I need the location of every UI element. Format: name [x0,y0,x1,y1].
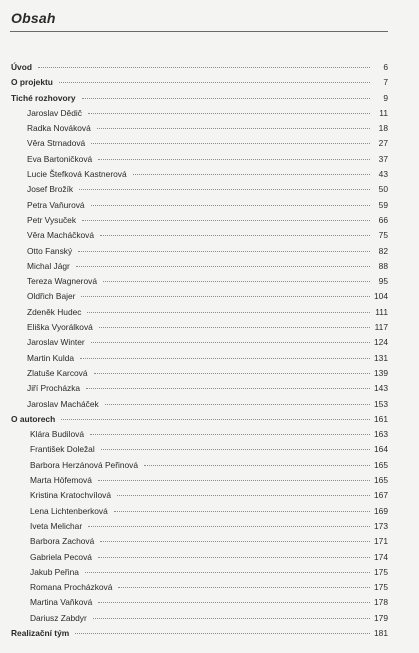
toc-entry-title: Klára Budilová [30,429,85,440]
toc-entry [11,289,388,304]
dot-leader [103,281,370,282]
toc-entry [11,198,388,213]
toc-entry-title: Martin Kulda [27,352,75,363]
dot-leader [133,174,370,175]
toc-entry-page-number: 173 [374,520,388,531]
dot-leader [82,98,370,99]
toc-entry [11,488,388,503]
dot-leader [82,220,370,221]
toc-entry-page-number: 175 [374,566,388,577]
toc-entry [11,565,388,580]
toc-entry [11,397,388,412]
toc-entry [11,366,388,381]
toc-entry [11,626,388,641]
toc-entry-title: O autorech [11,413,56,424]
heading-divider [10,31,388,32]
toc-entry-page-number: 27 [378,138,388,149]
toc-entry [11,580,388,595]
toc-entry-title: Barbora Herzánová Peřinová [30,459,139,470]
toc-entry [11,60,388,75]
toc-entry-title: Tereza Wagnerová [27,276,97,287]
toc-entry [11,550,388,565]
dot-leader [38,67,370,68]
toc-entry [11,136,388,151]
toc-entry-title: Lucie Štefková Kastnerová [27,169,127,180]
dot-leader [61,419,370,420]
toc-entry-page-number: 171 [374,536,388,547]
toc-entry-title: Eva Bartoničková [27,153,93,164]
dot-leader [78,251,370,252]
toc-entry [11,595,388,610]
toc-entry [11,106,388,121]
toc-entry-page-number: 43 [378,169,388,180]
toc-entry-title: Úvod [11,62,32,72]
toc-entry [11,458,388,473]
toc-entry-page-number: 131 [374,352,388,363]
toc-entry [11,351,388,366]
toc-entry [11,244,388,259]
toc-entry [11,274,388,289]
toc-entry [11,519,388,534]
dot-leader [81,296,370,297]
dot-leader [98,602,370,603]
dot-leader [97,128,370,129]
toc-entry-page-number: 139 [374,367,388,378]
dot-leader [100,541,370,542]
toc-entry-page-number: 143 [374,383,388,394]
toc-entry [11,152,388,167]
dot-leader [98,480,370,481]
toc-entry-title: Martina Vaňková [30,597,93,608]
toc-entry-title: Věra Macháčková [27,230,95,241]
dot-leader [90,434,370,435]
toc-entry-page-number: 111 [375,306,388,317]
toc-entry-title: Petra Vaňurová [27,199,85,210]
toc-entry-title: Jaroslav Dědič [27,107,82,118]
toc-entry-title: Otto Fanský [27,245,73,256]
toc-entry-page-number: 18 [378,123,388,134]
toc-entry-page-number: 59 [378,199,388,210]
dot-leader [99,327,370,328]
dot-leader [98,159,370,160]
toc-entry-page-number: 7 [383,77,388,88]
toc-entry [11,427,388,442]
toc-entry-title: Barbora Zachová [30,536,95,547]
table-of-contents [11,60,388,641]
toc-entry-title: Realizační tým [11,627,70,638]
toc-entry-page-number: 9 [383,92,388,103]
toc-entry [11,381,388,396]
toc-entry [11,534,388,549]
toc-entry-page-number: 174 [374,551,388,562]
toc-entry-title: Josef Brožík [27,184,74,195]
toc-entry-page-number: 165 [374,475,388,486]
toc-entry-page-number: 175 [374,582,388,593]
toc-entry-title: Radka Nováková [27,123,91,134]
toc-entry [11,442,388,457]
toc-entry-page-number: 178 [374,597,388,608]
dot-leader [91,205,370,206]
toc-entry-page-number: 161 [374,413,388,424]
toc-entry-title: Zdeněk Hudec [27,306,82,317]
toc-entry [11,228,388,243]
toc-entry-page-number: 179 [374,612,388,623]
toc-entry [11,320,388,335]
toc-entry [11,611,388,626]
dot-leader [85,572,370,573]
toc-entry [11,305,388,320]
toc-entry [11,335,388,350]
toc-entry-page-number: 117 [374,322,388,333]
toc-entry-page-number: 75 [378,230,388,241]
toc-entry-page-number: 167 [374,490,388,501]
toc-entry-title: Jiří Procházka [27,383,81,394]
dot-leader [75,633,370,634]
toc-entry-page-number: 153 [374,398,388,409]
toc-entry-title: Kristina Kratochvílová [30,490,111,501]
toc-entry-title: Zlatuše Karcová [27,367,88,378]
toc-entry-page-number: 165 [374,459,388,470]
dot-leader [76,266,370,267]
toc-entry-page-number: 181 [374,627,388,638]
toc-entry-title: František Doležal [30,444,95,455]
dot-leader [98,557,370,558]
toc-entry-page-number: 88 [378,260,388,271]
toc-entry-title: Jaroslav Winter [27,337,85,348]
toc-entry-title: Petr Vysuček [27,214,77,225]
toc-entry-title: Věra Strnadová [27,138,86,149]
toc-entry-page-number: 82 [378,245,388,256]
dot-leader [86,388,370,389]
toc-entry [11,213,388,228]
toc-entry-page-number: 95 [378,276,388,287]
toc-entry-title: Dariusz Zabdyr [30,612,87,623]
toc-entry-title: Tiché rozhovory [11,92,76,103]
toc-entry [11,412,388,427]
dot-leader [144,465,370,466]
toc-entry [11,182,388,197]
dot-leader [100,235,370,236]
toc-entry-title: Romana Procházková [30,582,113,593]
toc-entry-page-number: 104 [374,291,388,302]
toc-entry [11,121,388,136]
toc-entry-page-number: 66 [378,214,388,225]
toc-entry-title: Jakub Peřina [30,566,79,577]
dot-leader [88,113,370,114]
dot-leader [118,587,370,588]
dot-leader [101,449,370,450]
dot-leader [91,342,370,343]
dot-leader [114,511,370,512]
toc-entry [11,167,388,182]
dot-leader [93,618,370,619]
page-title: Obsah [11,10,56,26]
toc-entry-page-number: 6 [383,62,388,72]
toc-entry-page-number: 37 [378,153,388,164]
toc-entry [11,91,388,106]
toc-entry [11,259,388,274]
toc-entry-title: Eliška Vyorálková [27,322,93,333]
toc-entry [11,473,388,488]
dot-leader [105,404,370,405]
toc-entry-title: Marta Höfemová [30,475,92,486]
dot-leader [117,495,370,496]
dot-leader [87,312,370,313]
toc-entry-page-number: 163 [374,429,388,440]
dot-leader [88,526,370,527]
toc-entry-page-number: 164 [374,444,388,455]
toc-entry-title: Lena Lichtenberková [30,505,108,516]
dot-leader [91,143,370,144]
dot-leader [94,373,370,374]
dot-leader [59,82,370,83]
dot-leader [79,189,370,190]
toc-entry-title: O projektu [11,77,53,88]
dot-leader [80,358,370,359]
toc-entry [11,75,388,90]
toc-entry-title: Iveta Melichar [30,520,83,531]
toc-entry [11,504,388,519]
toc-entry-page-number: 169 [374,505,388,516]
toc-entry-page-number: 11 [379,107,388,118]
toc-entry-title: Oldřich Bajer [27,291,76,302]
toc-entry-title: Gabriela Pecová [30,551,92,562]
toc-entry-title: Jaroslav Macháček [27,398,99,409]
toc-entry-title: Michal Jágr [27,260,70,271]
toc-entry-page-number: 50 [378,184,388,195]
toc-entry-page-number: 124 [374,337,388,348]
